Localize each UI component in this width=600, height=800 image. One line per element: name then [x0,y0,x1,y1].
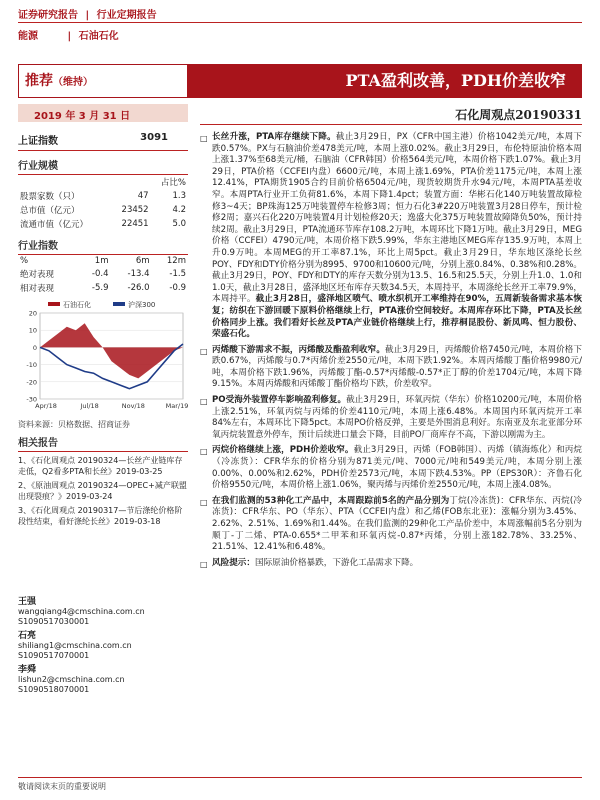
analyst-name: 石亮 [18,631,37,641]
bullet-square-icon: □ [200,346,208,356]
x-tick-label: Nov/18 [121,402,145,410]
report-category: 行业定期报告 [96,10,157,21]
table-row [18,203,188,217]
row-label: 流通市值（亿元） [20,220,89,230]
para-lead: 丙烷价格继续上涨，PDH价差收窄。 [212,445,354,456]
col-header: 6m [135,256,150,266]
header-divider [18,22,582,23]
row-label: 总市值（亿元） [20,206,80,216]
title-banner [18,64,582,98]
report-type: 证券研究报告 [18,10,78,21]
analyst-name: 王强 [18,597,37,607]
date-bar [18,104,188,122]
row-pct: 5.0 [172,219,186,229]
row-value: -0.4 [91,269,109,279]
row-pct: 1.3 [172,191,186,201]
related-report[interactable]: 1、《石化周观点 20190324—长丝产业链库存走低，Q2看多PTA和长丝》2019-03-25 [18,456,183,476]
paragraph-pdh [200,445,582,491]
pct-header: 占比% [160,178,186,188]
sector-name: 能源 [18,31,38,42]
paragraph-pta [200,132,582,341]
footer-note: 敬请阅读末页的重要说明 [18,782,106,791]
x-tick-label: Mar/19 [165,402,188,410]
y-tick-label: 20 [28,309,37,318]
index-label: 上证指数 [18,136,58,147]
analyst-card [18,665,188,695]
x-tick-label: Apr/18 [35,402,57,410]
row-value: 47 [137,191,149,201]
col-header: % [20,256,29,266]
bullet-square-icon: □ [200,134,208,143]
para-lead: 长丝升涨，PTA库存继续下降。 [212,132,336,142]
bullet-square-icon: □ [200,559,208,569]
performance-chart [18,299,188,417]
legend-label-index: 沪深300 [128,301,156,309]
para-text: 国际原油价格暴跌，下游化工品需求下降。 [254,557,419,568]
row-value: -13.4 [127,269,150,279]
report-subtitle: 石化周观点20190331 [455,108,582,122]
analyst-card [18,631,188,661]
industry-name: 石油石化 [78,31,119,42]
para-lead: 丙烯酸下游需求不振，丙烯酸及酯盈利收窄。 [212,344,385,355]
col-header: 12m [166,256,186,266]
paragraph-acrylic [200,345,582,391]
analyst-name: 李舜 [18,665,37,675]
series-area-sector [40,323,183,378]
para-lead: PO受海外装置停车影响盈利修复。 [212,395,347,406]
row-value: -1.5 [169,269,186,279]
header-line-1: 证券研究报告 | 行业定期报告 [18,10,157,21]
analyst-id: S1090518070001 [18,685,90,694]
table-row [18,281,188,295]
row-value: -5.9 [91,283,109,293]
y-tick-label: -30 [26,395,37,404]
y-tick-label: 10 [28,326,37,335]
para-text: 截止3月29日，丙烯（FOB韩国）、丙烯（镇海炼化）和丙烷（冷冻货）：CFR华东的价格分别为871美元/吨、7000元/吨和549美元/吨，本周分别上涨0.00%、0.00%和2.62%，PDH价差2573元/吨，本周下跌4.53%。PP（EPS30R）：齐鲁石化价格9550元/吨，本周价格上涨1.06%，聚丙烯与丙烯价差2550元/吨，本周上涨4.08%。 [212,445,582,491]
analyst-email[interactable]: lishun2@cmschina.com.cn [18,675,125,684]
index-value: 3091 [140,132,168,143]
para-text: 丁烷(冷冻货)：CFR华东、丙烷(冷冻货)：CFR华东、PO（华东）、PTA（CCFEI内盘）和乙烯(FOB东北亚)：涨幅分别为3.45%、2.62%、2.51%、1.69%和1.44%。在我们监测的29种化工产品价差中，本周涨幅前5名分别为顺丁-丁二烯、PTA-0.655*二甲苯和环氧丙烷-0.87*丙烯，分别上涨182.78%、33.25%、21.51%、12.41%和6.48%。 [212,495,582,553]
chart-source: 资料来源：贝格数据、招商证券 [18,420,130,429]
legend-swatch-index [113,302,125,306]
table-row [18,175,188,189]
para-text: 截止3月29日，PX（CFR中国主港）价格1042美元/吨，本周下跌0.57%。PX与石脑油价差478美元/吨，本周上涨0.02%。截止3月29日，布伦特原油价格本周上涨1.37%至68美元/桶，石脑油（CFR韩国）价格564美元/吨，本周价格下跌1.07%。截止3月29日，PTA价格（CCFEI内盘）6600元/吨，本周上涨1.69%，PTA价差1175元/吨，本周上涨12.41%，PTA期货1905合约目前价格6504元/吨，现货较期货升水94元/吨，本周PTA基差收窄。本周PTA行业开工负荷81.6%，本周下降1.4pct；装置方面：华彬石化140万吨装置故障检修3~4天；BP珠海125万吨装置停车检修3周；恒力石化3#220万吨装置3月28日停车，预计检修2周；嘉兴石化220万吨装置4月计划检修20天；逸盛大化375万吨装置故障降负50%，预计持续2周。截止3月29日，PTA流通环节库存108.2万吨，本周环比下降1万吨。截止3月29日，MEG价格（CCFEI）4790元/吨，本周价格下跌5.99%，华东主港地区MEG库存135.9万吨，本周上升0.9万吨。本周MEG的开工率87.1%，环比上周5pct。截止3月29日，华东地区涤纶长丝POY、FDY和DTY价格分别为8995、9700和10600元/吨，分别上涨0.84%、0.38%和0.28%。截止3月29日，POY、FDY和DTY的库存天数分别为13.5、16.5和25.5天，分别上升1.0、1.0和1.0天，截止3月28日，盛泽地区坯布库存天数34.5天，本周持平，本周涤纶长丝开工率79.9%，本周持平。 [212,132,582,305]
analyst-card [18,597,188,627]
para-lead: 风险提示： [212,557,255,568]
bullet-square-icon: □ [200,447,208,457]
subtitle-divider [200,124,582,125]
industry-scale-title: 行业规模 [18,157,188,175]
related-title: 相关报告 [18,434,188,452]
paragraph-risk [200,558,582,570]
row-value: 23452 [121,205,149,215]
table-row [18,189,188,203]
row-label: 相对表现 [20,284,55,294]
analyst-list [18,597,188,695]
related-report[interactable]: 3、《石化周观点 20190317—节后涤纶价格阶段性结束，看好涤纶长丝》2019-03-18 [18,506,183,526]
analyst-email[interactable]: wangqiang4@cmschina.com.cn [18,607,145,616]
sidebar [18,132,188,695]
report-headline: PTA盈利改善，PDH价差收窄 [345,71,566,90]
para-text: 截止3月29日，环氧丙烷（华东）价格10200元/吨，本周价格上涨2.51%，环氧丙烷与丙烯的价差4110元/吨，本周上涨6.48%。本周国内环氧丙烷开工率84%左右，本周环比下降5pct。本周PO价格反弹，主要是外围消息利好。东南亚及东北亚部分环氧丙烷装置意外停车，预计后续进口量会下降，目前PO厂商库存不高，下游以刚需为主。 [212,395,582,440]
industry-index-table [18,255,188,295]
paragraph-po [200,395,582,441]
chart-legend [48,300,155,309]
table-row [18,255,188,267]
row-label: 股票家数（只） [20,192,80,202]
row-label: 绝对表现 [20,270,55,280]
y-tick-label: 0 [32,343,37,352]
row-value: -26.0 [127,283,150,293]
industry-scale-table [18,175,188,231]
x-tick-label: Jul/18 [80,402,99,410]
legend-swatch-sector [48,302,60,306]
rating-sub-label: （维持） [53,77,93,88]
report-date: 2019 年 3 月 31 日 [34,111,131,122]
row-value: 22451 [121,219,149,229]
para-bold-tail: 截止3月28日，盛泽地区喷气、喷水织机开工率维持在90%，五周新装备需求基本恢复；纺织在下游回暖下原料价格继续上行，PTA涨价空间较好。本周库存环比下降，PTA及长丝价格同步上涨。我们看好长丝及PTA产业链价格继续上行，推荐桐昆股份、新凤鸣、恒力股份、荣盛石化。 [212,294,582,340]
row-value: -0.9 [169,283,186,293]
analyst-id: S1090517030001 [18,617,90,626]
y-tick-label: -20 [26,378,37,387]
index-row [18,132,188,151]
analyst-id: S1090517070001 [18,651,90,660]
table-row [18,267,188,281]
paragraph-products [200,496,582,554]
rating-label: 推荐 [25,73,53,89]
industry-index-title: 行业指数 [18,237,188,255]
row-pct: 4.2 [172,205,186,215]
analyst-email[interactable]: shiliang1@cmschina.com.cn [18,641,132,650]
legend-label-sector: 石油石化 [63,301,91,309]
related-report[interactable]: 2、《原油周观点 20190324—OPEC+减产联盟出现裂痕？》2019-03-24 [18,481,187,501]
bullet-square-icon: □ [200,497,208,507]
y-tick-label: -10 [26,361,37,370]
rating-box [18,64,188,98]
header-line-2: 能源 | 石油石化 [18,31,119,42]
main-content [200,132,582,573]
col-header: 1m [94,256,109,266]
para-text: 截止3月29日，丙烯酸价格7450元/吨，本周价格下跌0.67%，丙烯酸与0.7*丙烯价差2550元/吨，本周下跌1.92%。本周丙烯酸丁酯价格9980元/吨，本周价格下跌1.96%，丙烯酸丁酯-0.57*丙烯酸-0.57*正丁醇的价差1704元/吨，本周下降9.15%。本周丙烯酸和丙烯酸丁酯价格均下跌，价差收窄。 [212,344,582,390]
footer-divider [18,777,582,778]
para-lead: 在我们监测的53种化工产品中，本周跟踪前5名的产品分别为 [212,495,450,506]
table-row [18,217,188,231]
bullet-square-icon: □ [200,397,208,407]
